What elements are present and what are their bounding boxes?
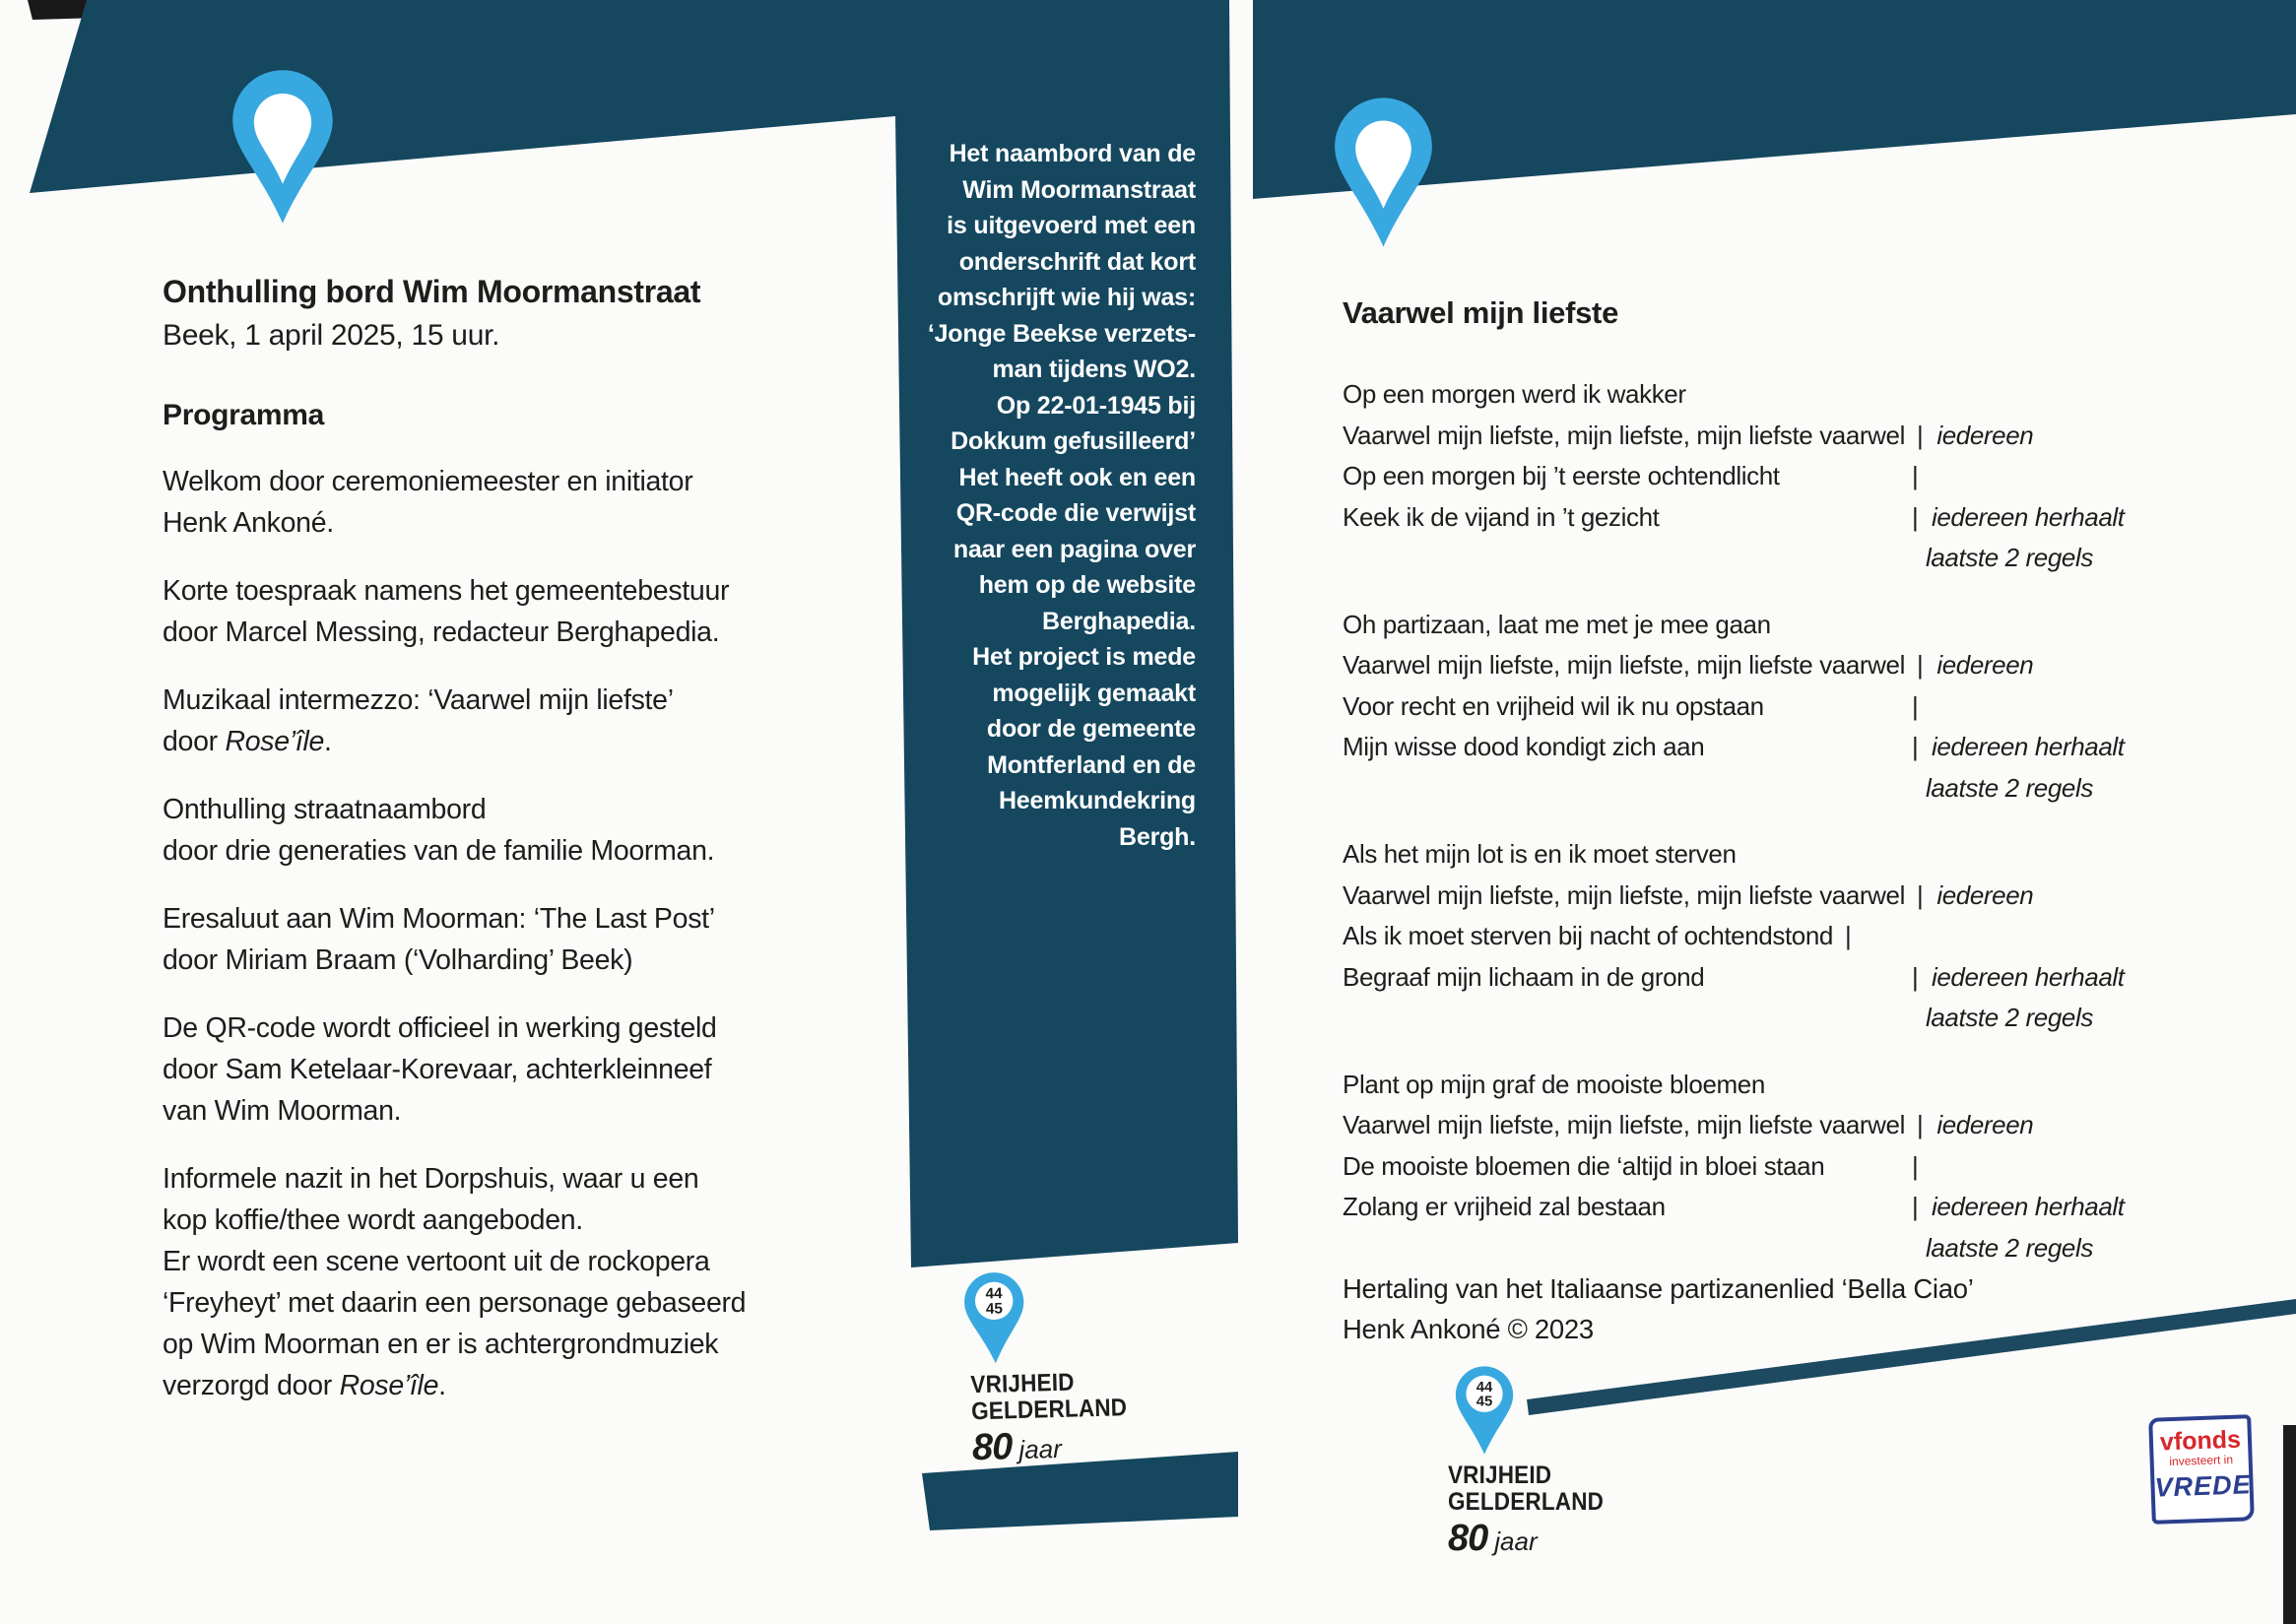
- svg-text:44: 44: [1476, 1379, 1493, 1396]
- lyrics-verse: [1343, 839, 2209, 1044]
- lyric-line-text: Oh partizaan, laat me met je mee gaan: [1343, 609, 1771, 639]
- program-text-line: van Wim Moorman.: [163, 1095, 402, 1127]
- program-text-line: Onthulling straatnaambord: [163, 794, 487, 825]
- lyric-line-text: Voor recht en vrijheid wil ik nu opstaan: [1343, 690, 1764, 721]
- lyric-line: [1343, 880, 2209, 922]
- lyric-line-text: Op een morgen bij ’t eerste ochtendlicht: [1343, 461, 1780, 490]
- program-text-line: ‘Freyheyt’ met daarin een personage gebaseerd: [163, 1287, 747, 1319]
- lyric-line-text: Zolang er vrijheid zal bestaan: [1343, 1192, 1666, 1221]
- repeat-annotation: iedereen: [1936, 1110, 2034, 1139]
- program-paragraph: [163, 1007, 891, 1132]
- repeat-annotation: laatste 2 regels: [1926, 543, 2093, 572]
- lyrics-verse: [1343, 1070, 2209, 1274]
- repeat-bar: |: [1912, 1150, 1919, 1181]
- info-text-line: Dokkum gefusilleerd’: [951, 427, 1196, 455]
- program-text-line: Henk Ankoné.: [163, 507, 334, 539]
- program-text-line: door Marcel Messing, redacteur Berghapedia.: [163, 617, 720, 648]
- info-text-line: Het heeft ook en een: [958, 463, 1196, 491]
- vrijheid-pin-icon: [961, 1269, 1027, 1367]
- lyric-line: [1343, 962, 2209, 1004]
- lyric-line-text: Vaarwel mijn liefste, mijn liefste, mijn liefste vaarwel: [1343, 1110, 1905, 1139]
- lyric-line: [1343, 839, 2209, 880]
- svg-text:44: 44: [985, 1285, 1003, 1303]
- svg-text:45: 45: [985, 1300, 1004, 1318]
- vrijheid-logo-line1: VRIJHEID: [970, 1368, 1075, 1399]
- vrijheid-logo-line2: GELDERLAND: [970, 1394, 1128, 1426]
- program-text-line: Korte toespraak namens het gemeentebestuur: [163, 575, 730, 607]
- lyric-line-text: Vaarwel mijn liefste, mijn liefste, mijn liefste vaarwel: [1343, 650, 1905, 680]
- vrijheid-logo-years: [1448, 1518, 1643, 1560]
- program-text-line: door Sam Ketelaar-Korevaar, achterkleinneef: [163, 1054, 712, 1085]
- scan-artifact-bar: [2283, 1425, 2296, 1624]
- vrijheid-logo-years: [972, 1422, 1158, 1469]
- vrijheid-logo-jaar: jaar: [1494, 1527, 1538, 1556]
- program-text-line: Muzikaal intermezzo: ‘Vaarwel mijn liefste’: [163, 684, 674, 716]
- info-text-line: omschrijft wie hij was:: [937, 284, 1196, 311]
- lyrics-title: Vaarwel mijn liefste: [1343, 295, 1619, 330]
- lyric-line: [1343, 1110, 2209, 1151]
- info-text-line: mogelijk gemaakt: [992, 679, 1196, 707]
- repeat-bar: |: [1912, 732, 1919, 761]
- repeat-annotation: iedereen herhaalt: [1932, 501, 2125, 532]
- info-text-line: Het project is mede: [972, 643, 1196, 671]
- program-text-line: kop koffie/thee wordt aangeboden.: [163, 1204, 583, 1236]
- lyric-line-text: Mijn wisse dood kondigt zich aan: [1343, 732, 1705, 761]
- vfonds-logo-vrede: VREDE: [2154, 1469, 2253, 1503]
- repeat-annotation: laatste 2 regels: [1926, 1003, 2093, 1032]
- repeat-annotation: iedereen: [1936, 879, 2034, 910]
- info-text-line: Heemkundekring: [998, 787, 1196, 814]
- info-text-line: is uitgevoerd met een: [947, 212, 1196, 239]
- repeat-annotation: laatste 2 regels: [1926, 1232, 2093, 1263]
- lyrics-verse: [1343, 610, 2209, 814]
- info-text-line: Bergh.: [1119, 822, 1196, 851]
- info-text-line: door de gemeente: [986, 715, 1196, 743]
- vrijheid-logo-line1: VRIJHEID: [1448, 1462, 1552, 1489]
- lyric-line: [1343, 502, 2209, 544]
- vrijheid-logo-jaar: jaar: [1018, 1433, 1063, 1465]
- lyrics-verses: [1343, 379, 2209, 1299]
- info-text-line: Het naambord van de: [949, 140, 1196, 167]
- lyrics-verse: [1343, 379, 2209, 584]
- repeat-annotation: iedereen: [1936, 420, 2034, 450]
- repeat-bar: |: [1912, 690, 1919, 721]
- vrijheid-logo-line2: GELDERLAND: [1448, 1488, 1605, 1516]
- program-text-line: Informele nazit in het Dorpshuis, waar u een: [163, 1163, 699, 1195]
- repeat-annotation: laatste 2 regels: [1926, 772, 2093, 803]
- program-text-line: door drie generaties van de familie Moorman.: [163, 835, 715, 867]
- info-text-line: Berghapedia.: [1042, 607, 1196, 635]
- vfonds-logo-tagline: investeert in: [2169, 1452, 2234, 1469]
- repeat-bar: |: [1844, 921, 1852, 950]
- program-paragraph: [163, 789, 891, 872]
- program-paragraphs: [163, 461, 891, 1433]
- info-text-line: naar een pagina over: [952, 535, 1196, 563]
- lyrics-footer: [1343, 1268, 1974, 1349]
- lyric-line-text: Vaarwel mijn liefste, mijn liefste, mijn liefste vaarwel: [1343, 420, 1905, 450]
- program-heading: Programma: [163, 399, 325, 431]
- repeat-bar: |: [1916, 1110, 1924, 1139]
- program-paragraph: [163, 461, 891, 544]
- program-title: Onthulling bord Wim Moormanstraat: [163, 274, 701, 309]
- footer-text-line: Hertaling van het Italiaanse partizanenlied ‘Bella Ciao’: [1343, 1273, 1974, 1304]
- repeat-bar: |: [1916, 650, 1924, 680]
- lyric-line-text: Op een morgen werd ik wakker: [1343, 379, 1686, 409]
- lyric-line: [1343, 421, 2209, 462]
- info-column-text: [916, 136, 1196, 855]
- repeat-bar: |: [1912, 461, 1919, 490]
- lyric-line: [1343, 379, 2209, 421]
- lyric-line: [1343, 461, 2209, 502]
- lyric-line: [1343, 1070, 2209, 1111]
- vrijheid-gelderland-logo: [1446, 1364, 1643, 1560]
- lyric-line: [1343, 1003, 2209, 1044]
- repeat-bar: |: [1912, 1192, 1919, 1221]
- program-paragraph: [163, 680, 891, 762]
- lyric-line: [1343, 650, 2209, 691]
- vrijheid-pin-icon: [1454, 1364, 1515, 1457]
- program-text-line: door Rose’île.: [163, 726, 332, 757]
- program-text-line: op Wim Moorman en er is achtergrondmuziek: [163, 1329, 719, 1360]
- lyric-line-text: Als het mijn lot is en ik moet sterven: [1343, 839, 1737, 869]
- lyric-line-text: Plant op mijn graf de mooiste bloemen: [1343, 1069, 1765, 1099]
- info-text-line: ‘Jonge Beekse verzets-: [927, 319, 1196, 348]
- lyric-line-text: Vaarwel mijn liefste, mijn liefste, mijn liefste vaarwel: [1343, 879, 1905, 910]
- footer-text-line: Henk Ankoné © 2023: [1343, 1314, 1594, 1344]
- vrijheid-logo-80: 80: [971, 1426, 1013, 1469]
- svg-text:45: 45: [1476, 1394, 1493, 1410]
- info-text-line: hem op de website: [978, 571, 1196, 599]
- lyric-line: [1343, 1151, 2209, 1193]
- location-pin-icon: [230, 26, 336, 268]
- info-text-line: Wim Moormanstraat: [962, 175, 1196, 204]
- info-text-line: Montferland en de: [987, 750, 1196, 779]
- program-text-line: door Miriam Braam (‘Volharding’ Beek): [163, 944, 633, 976]
- vfonds-logo-name: vfonds: [2159, 1425, 2242, 1457]
- repeat-bar: |: [1916, 420, 1924, 450]
- repeat-bar: |: [1916, 879, 1924, 910]
- program-text-line: Welkom door ceremoniemeester en initiator: [163, 466, 693, 497]
- info-text-line: man tijdens WO2.: [992, 356, 1196, 383]
- info-text-line: onderschrift dat kort: [958, 247, 1196, 276]
- vfonds-logo: [2148, 1414, 2255, 1525]
- lyric-line: [1343, 773, 2209, 814]
- program-text-line: Eresaluut aan Wim Moorman: ‘The Last Post’: [163, 903, 715, 935]
- repeat-bar: |: [1912, 961, 1919, 992]
- program-text-line: Er wordt een scene vertoont uit de rockopera: [163, 1246, 710, 1277]
- vrijheid-gelderland-logo: [955, 1266, 1157, 1469]
- repeat-annotation: iedereen herhaalt: [1932, 732, 2125, 761]
- lyric-line-text: Als ik moet sterven bij nacht of ochtendstond: [1343, 921, 1833, 950]
- lyric-line-text: Keek ik de vijand in ’t gezicht: [1343, 501, 1660, 532]
- lyric-line: [1343, 1192, 2209, 1233]
- location-pin-icon: [1332, 54, 1435, 291]
- lyric-line-text: De mooiste bloemen die ‘altijd in bloei staan: [1343, 1150, 1825, 1181]
- repeat-bar: |: [1912, 501, 1919, 532]
- lyric-line-text: Begraaf mijn lichaam in de grond: [1343, 961, 1705, 992]
- lyric-line: [1343, 543, 2209, 584]
- program-subtitle: Beek, 1 april 2025, 15 uur.: [163, 319, 500, 352]
- lyric-line: [1343, 691, 2209, 733]
- program-paragraph: [163, 570, 891, 653]
- repeat-annotation: iedereen: [1936, 650, 2034, 680]
- info-text-line: Op 22-01-1945 bij: [996, 391, 1196, 420]
- lyric-line: [1343, 732, 2209, 773]
- program-text-line: verzorgd door Rose’île.: [163, 1370, 446, 1401]
- repeat-annotation: iedereen herhaalt: [1932, 961, 2125, 992]
- info-text-line: QR-code die verwijst: [955, 499, 1196, 527]
- vrijheid-logo-80: 80: [1448, 1518, 1488, 1559]
- program-paragraph: [163, 898, 891, 981]
- program-paragraph: [163, 1158, 891, 1406]
- program-text-line: De QR-code wordt officieel in werking gesteld: [163, 1012, 717, 1044]
- repeat-annotation: iedereen herhaalt: [1932, 1192, 2125, 1221]
- lyric-line: [1343, 921, 2209, 962]
- lyric-line: [1343, 610, 2209, 651]
- lyric-line: [1343, 1233, 2209, 1274]
